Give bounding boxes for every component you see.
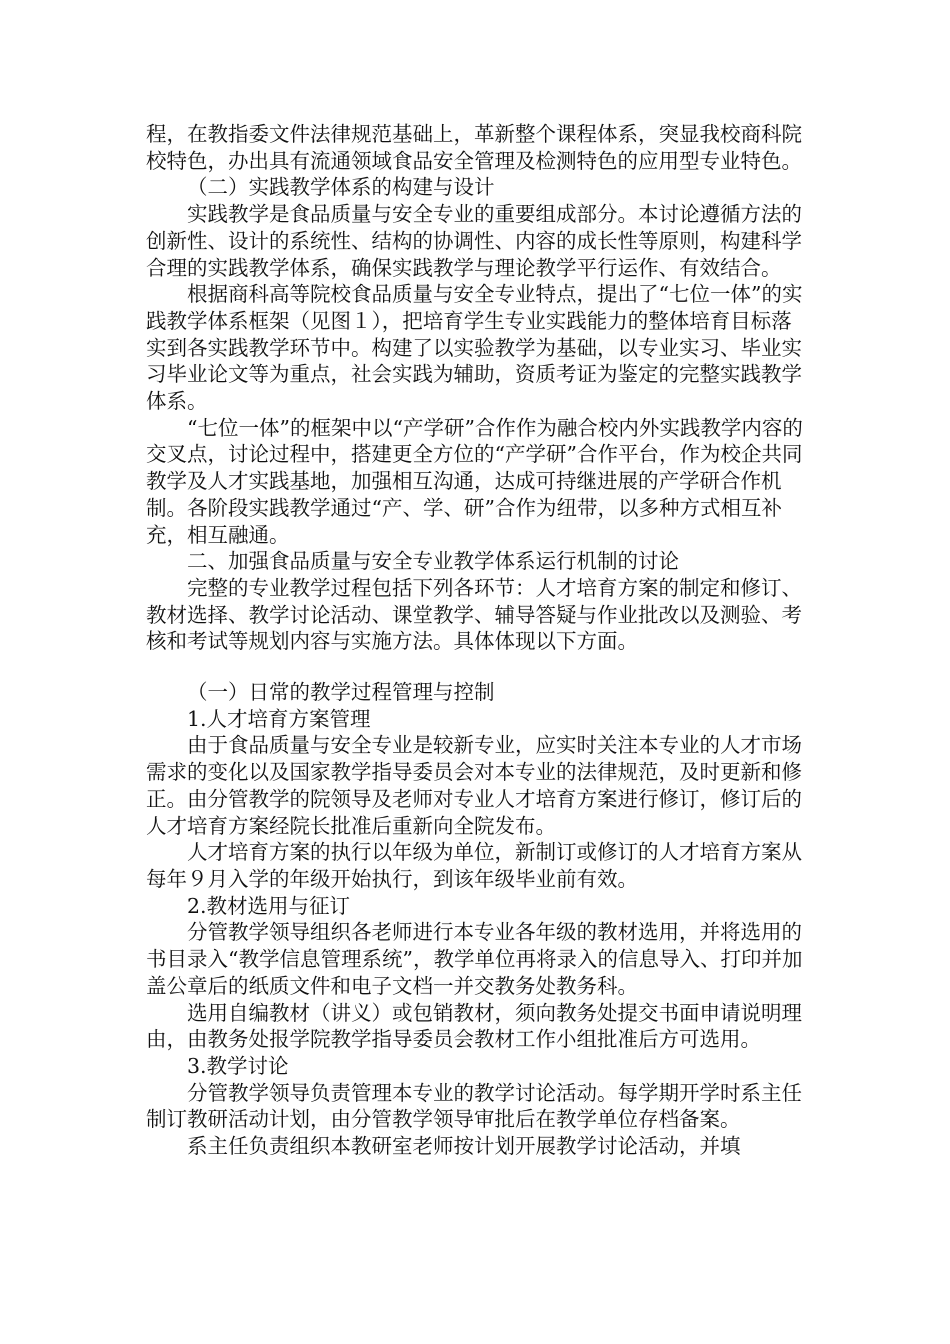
- paragraph: 分管教学领导组织各老师进行本专业各年级的教材选用，并将选用的书目录入“教学信息管理系统”，教学单位再将录入的信息导入、打印并加盖公章后的纸质文件和电子文档一并交教务处教务科。: [146, 920, 803, 998]
- paragraph: 选用自编教材（讲义）或包销教材，须向教务处提交书面申请说明理由，由教务处报学院教学指导委员会教材工作小组批准后方可选用。: [146, 1000, 802, 1052]
- paragraph-continued: 程，在教指委文件法律规范基础上，革新整个课程体系，突显我校商科院校特色，办出具有流通领域食品安全管理及检测特色的应用型专业特色。: [146, 122, 802, 173]
- paragraph: 完整的专业教学过程包括下列各环节：人才培育方案的制定和修订、教材选择、教学讨论活动、课堂教学、辅导答疑与作业批改以及测验、考核和考试等规划内容与实施方法。具体体现以下方面。: [146, 575, 802, 654]
- paragraph: 根据商科高等院校食品质量与安全专业特点，提出了“七位一体”的实践教学体系框架（见图１），把培育学生专业实践能力的整体培育目标落实到各实践教学环节中。构建了以实验教学为基础，以专业实习、毕业实习毕业论文等为重点，社会实践为辅助，资质考证为鉴定的完整实践教学体系。: [146, 282, 803, 414]
- paragraph: “七位一体”的框架中以“产学研”合作作为融合校内外实践教学内容的交叉点，讨论过程中，搭建更全方位的“产学研”合作平台，作为校企共同教学及人才实践基地，加强相互沟通，达成可持继进展的产学研合作机制。各阶段实践教学通过“产、学、研”合作为纽带，以多种方式相互补充，相互融通。: [146, 415, 803, 547]
- paragraph-spacer: [146, 655, 804, 679]
- paragraph: 人才培育方案的执行以年级为单位，新制订或修订的人才培育方案从每年９月入学的年级开始执行，到该年级毕业前有效。: [146, 840, 802, 891]
- document-body: [146, 121, 804, 1160]
- paragraph-truncated: 系主任负责组织本教研室老师按计划开展教学讨论活动，并填: [187, 1134, 741, 1159]
- section-heading-process-management: （一）日常的教学过程管理与控制: [187, 680, 495, 705]
- paragraph: 由于食品质量与安全专业是较新专业，应实时关注本专业的人才市场需求的变化以及国家教学指导委员会对本专业的法律规范，及时更新和修正。由分管教学的院领导及老师对专业人才培育方案进行修订，修订后的人才培育方案经院长批准后重新向全院发布。: [146, 733, 802, 838]
- paragraph: 实践教学是食品质量与安全专业的重要组成部分。本讨论遵循方法的创新性、设计的系统性、结构的协调性、内容的成长性等原则，构建科学合理的实践教学体系，确保实践教学与理论教学平行运作、有效结合。: [146, 202, 802, 280]
- subsection-heading-textbooks: 2.教材选用与征订: [187, 893, 351, 918]
- subsection-heading-teaching-discussion: 3.教学讨论: [187, 1053, 289, 1078]
- section-heading-operation-mechanism: 二、加强食品质量与安全专业教学体系运行机制的讨论: [187, 549, 679, 574]
- section-heading-practice-system: （二）实践教学体系的构建与设计: [187, 175, 495, 200]
- paragraph: 分管教学领导负责管理本专业的教学讨论活动。每学期开学时系主任制订教研活动计划，由分管教学领导审批后在教学单位存档备案。: [146, 1080, 802, 1132]
- subsection-heading-training-plan: 1.人才培育方案管理: [187, 706, 371, 731]
